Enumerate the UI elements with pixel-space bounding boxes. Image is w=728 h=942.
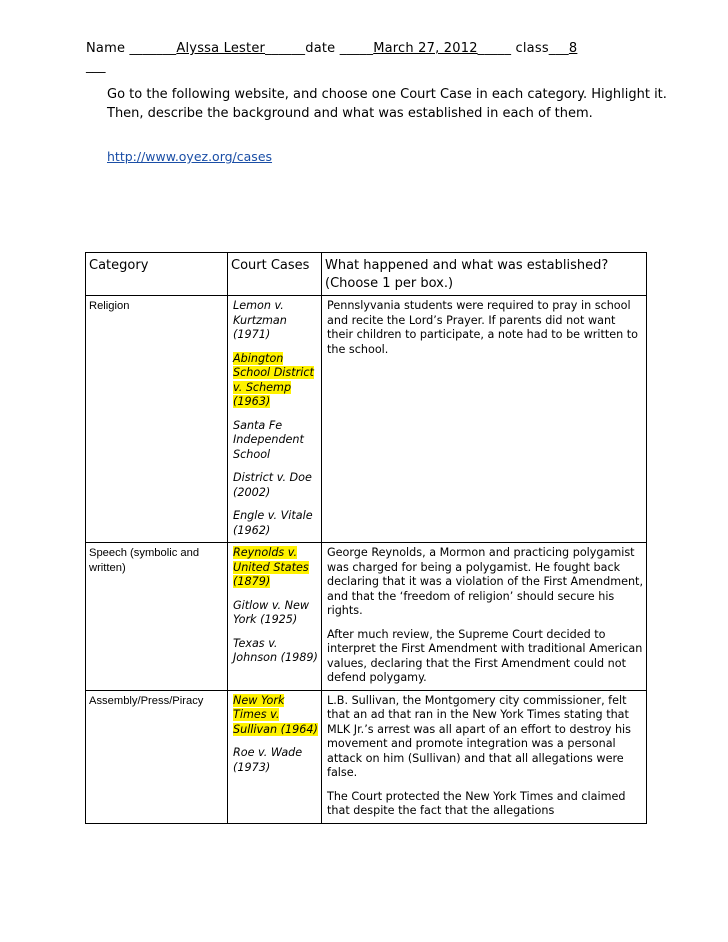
court-cases-table (85, 252, 647, 824)
name-trail: ______ (265, 41, 306, 56)
student-info-line (86, 41, 577, 56)
table-row (86, 690, 647, 823)
court-case (233, 637, 318, 666)
header-what-happened: What happened and what was established? (Choose 1 per box.) (322, 253, 647, 296)
table-header-row (86, 253, 647, 296)
court-cases-cell (228, 296, 322, 543)
court-case-text: Reynolds v. United States (1879) (233, 546, 309, 588)
description-paragraph: After much review, the Supreme Court decided to interpret the First Amendment with traditional American values, declaring that the First Amendment could not defend polygamy. (327, 627, 643, 684)
court-case-text: Santa Fe Independent School (233, 418, 304, 461)
category-cell: Assembly/Press/Piracy (86, 690, 228, 823)
highlighted-court-case (233, 694, 318, 738)
court-case-text: Texas v. Johnson (1989) (233, 636, 318, 664)
court-cases-cell (228, 690, 322, 823)
court-case (233, 299, 318, 343)
oyez-link[interactable]: http://www.oyez.org/cases (107, 149, 273, 164)
category-cell: Religion (86, 296, 228, 543)
description-paragraph: L.B. Sullivan, the Montgomery city commissioner, felt that an ad that ran in the New York Times stating that MLK Jr.’s arrest was all apart of an effort to destroy his movement and promote integration was a personal attack on him (Sullivan) and that all allegations were false. (327, 693, 631, 779)
court-case (233, 471, 318, 500)
court-case-text: Engle v. Vitale (1962) (233, 509, 313, 537)
court-case-text: Abington School District v. Schemp (1963) (233, 351, 314, 408)
court-cases-cell (228, 543, 322, 691)
description-cell (322, 690, 647, 823)
student-name: Alyssa Lester (176, 41, 266, 56)
class-label: class___ (515, 41, 569, 56)
date-value: March 27, 2012 (373, 41, 478, 56)
court-case-text: Lemon v. Kurtzman (1971) (233, 299, 287, 341)
court-case-text: Roe v. Wade (1973) (233, 746, 303, 774)
table-row (86, 296, 647, 543)
date-trail: _____ (477, 41, 516, 56)
highlighted-court-case (233, 352, 318, 410)
name-label: Name _______ (86, 41, 177, 56)
header-court-cases: Court Cases (228, 253, 322, 296)
court-case-text: Gitlow v. New York (1925) (233, 598, 310, 626)
trailing-blank-line: ___ (86, 59, 106, 74)
court-case (233, 599, 318, 628)
court-case-text: District v. Doe (2002) (233, 471, 312, 499)
description-paragraph: George Reynolds, a Mormon and practicing polygamist was charged for being a polygamist. He fought back declaring that it was a violation of the First Amendment, and that the ‘freedom of religion’ should secure his rights. (327, 546, 644, 617)
court-case (233, 746, 318, 775)
header-category: Category (86, 253, 228, 296)
class-value: 8 (568, 41, 578, 56)
table-row (86, 543, 647, 691)
description-cell (322, 296, 647, 543)
instructions: Go to the following website, and choose one Court Case in each category. Highlight it. Then, describe the background and what was established in each of them. (107, 87, 667, 121)
category-cell: Speech (symbolic and written) (86, 543, 228, 691)
description-paragraph: Pennslyvania students were required to pray in school and recite the Lord’s Prayer. If parents did not want their children to participate, a note had to be written to the school. (327, 299, 638, 356)
date-label: date _____ (305, 41, 374, 56)
description-cell (322, 543, 647, 691)
court-case (233, 509, 318, 538)
description-paragraph: The Court protected the New York Times and claimed that despite the fact that the allegations (327, 789, 626, 817)
court-case-text: New York Times v. Sullivan (1964) (233, 693, 318, 736)
highlighted-court-case (233, 546, 318, 590)
court-case (233, 419, 318, 463)
